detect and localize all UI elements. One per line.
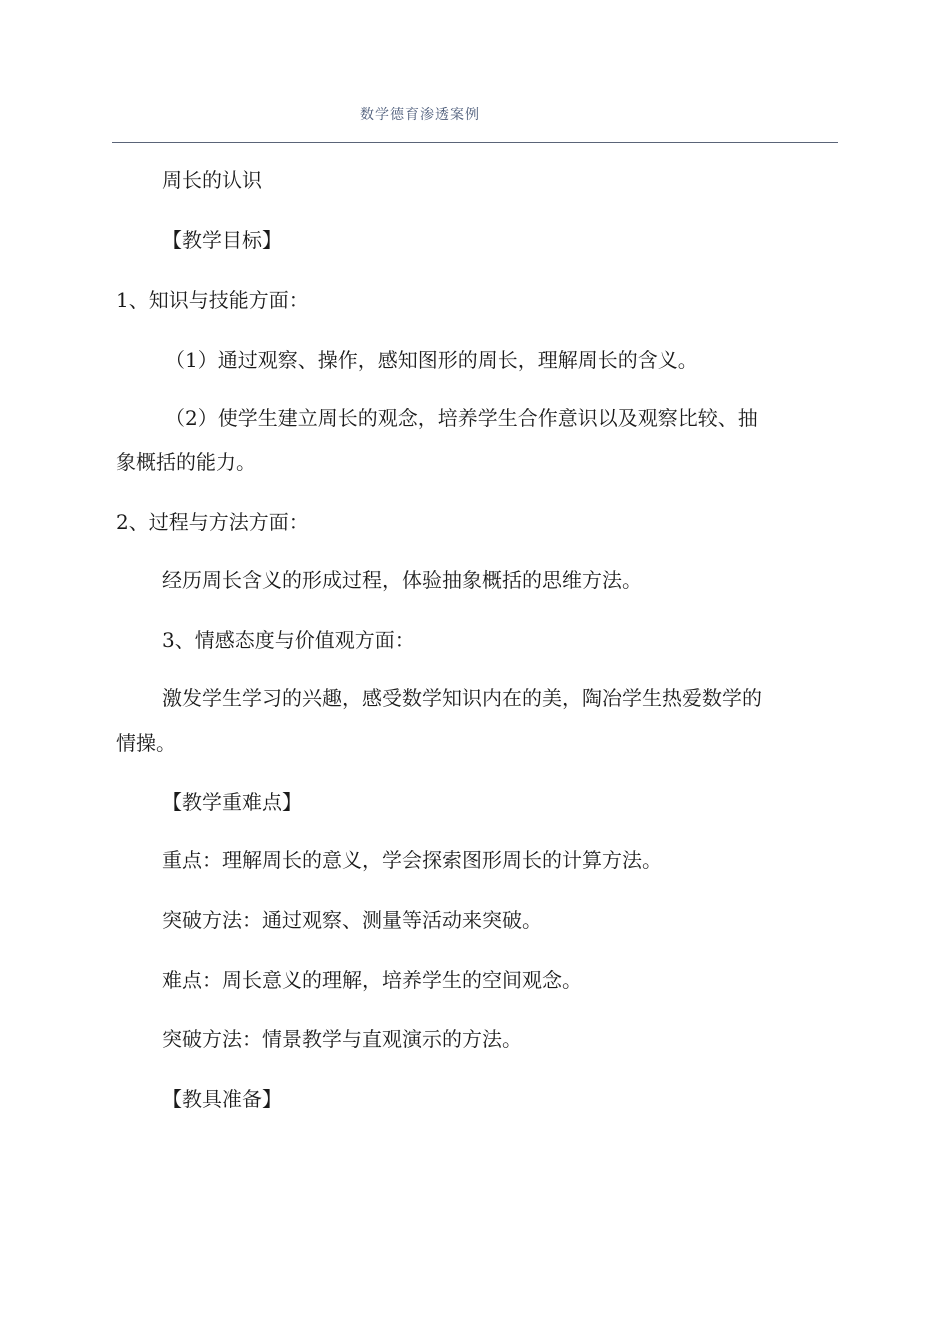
document-title: 周长的认识 [162, 168, 262, 192]
goals-heading: 【教学目标】 [162, 228, 282, 252]
difficulty: 难点：周长意义的理解，培养学生的空间观念。 [162, 968, 582, 992]
item1-sub2-line1: （2）使学生建立周长的观念，培养学生合作意识以及观察比较、抽 [165, 406, 758, 430]
tools-heading: 【教具准备】 [162, 1087, 282, 1111]
item2-text: 经历周长含义的形成过程，体验抽象概括的思维方法。 [162, 568, 642, 592]
item1-sub1: （1）通过观察、操作，感知图形的周长，理解周长的含义。 [165, 348, 698, 372]
key-method: 突破方法：通过观察、测量等活动来突破。 [162, 908, 542, 932]
difficulty-method: 突破方法：情景教学与直观演示的方法。 [162, 1027, 522, 1051]
item2-heading: 2、过程与方法方面： [116, 510, 309, 534]
header-divider [112, 142, 838, 143]
item3-heading: 3、情感态度与价值观方面： [162, 628, 415, 652]
item1-sub2-line2: 象概括的能力。 [116, 450, 256, 474]
keypoints-heading: 【教学重难点】 [162, 790, 302, 814]
page-header-title: 数学德育渗透案例 [360, 107, 480, 123]
item1-heading: 1、知识与技能方面： [116, 288, 309, 312]
item3-text-line1: 激发学生学习的兴趣，感受数学知识内在的美，陶冶学生热爱数学的 [162, 686, 762, 710]
key-point: 重点：理解周长的意义，学会探索图形周长的计算方法。 [162, 848, 662, 872]
item3-text-line2: 情操。 [116, 731, 176, 755]
